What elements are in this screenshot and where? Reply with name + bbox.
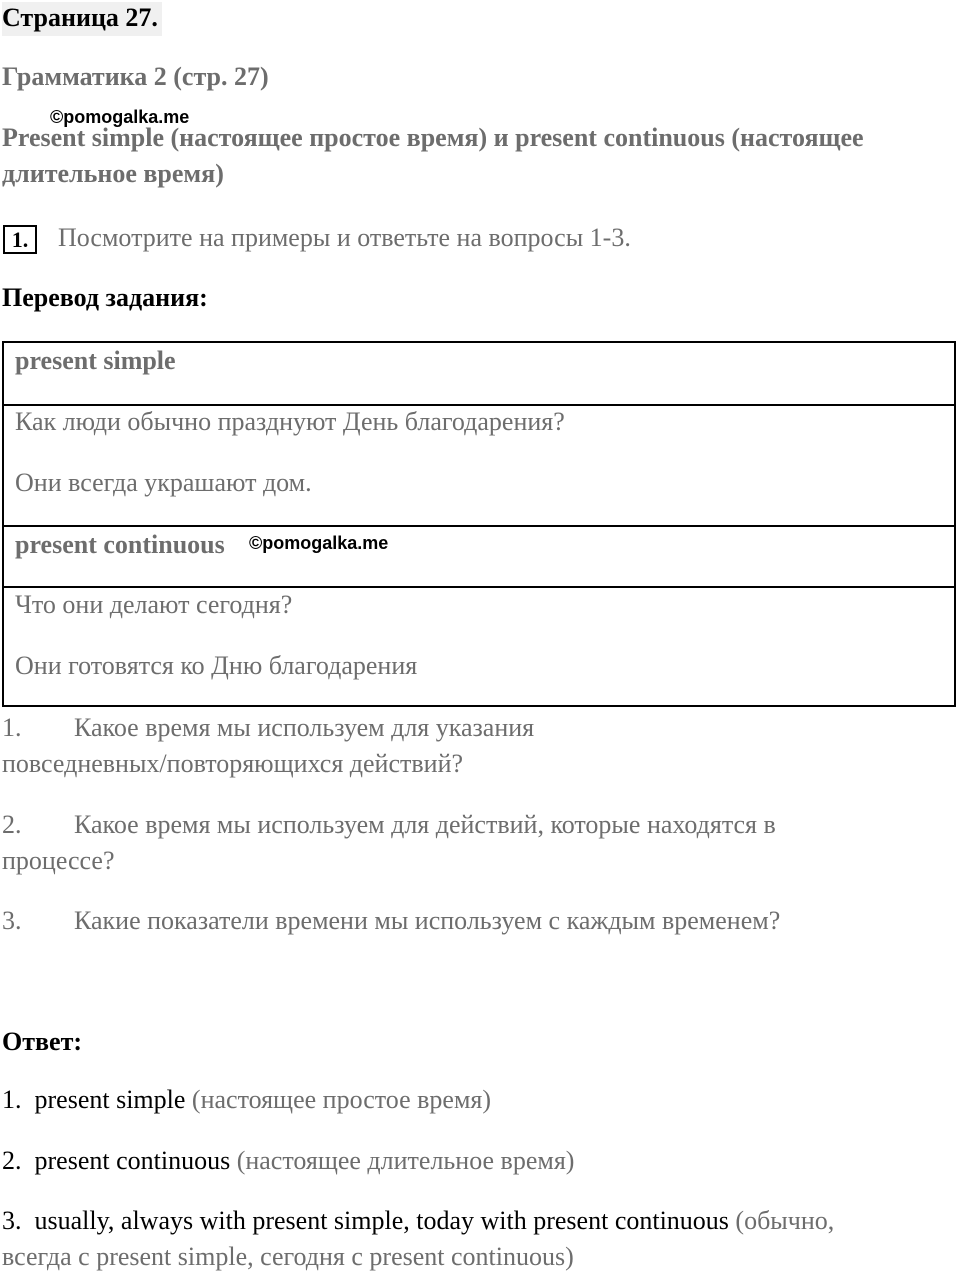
- task-instruction: Посмотрите на примеры и ответьте на вопросы 1-3.: [58, 223, 631, 252]
- grammar-heading: Грамматика 2 (стр. 27): [2, 62, 269, 91]
- question-text: повседневных/повторяющихся действий?: [2, 749, 464, 778]
- table-row: [4, 525, 954, 588]
- continuous-example-answer: Они готовятся ко Дню благодарения: [15, 651, 418, 680]
- question-number: 1.: [2, 713, 22, 742]
- answer-english: present continuous: [34, 1146, 231, 1175]
- answer-label: Ответ:: [2, 1027, 83, 1056]
- answer-item: [2, 1203, 834, 1239]
- answer-russian: (настоящее простое время): [185, 1085, 492, 1114]
- table-row: [4, 586, 954, 707]
- question-number: 3.: [2, 906, 22, 935]
- question-text: Какое время мы используем для действий, которые находятся в: [74, 810, 776, 839]
- answer-russian: (настоящее длительное время): [230, 1146, 575, 1175]
- answer-item: [2, 1143, 574, 1179]
- question-text: Какие показатели времени мы используем с каждым временем?: [74, 906, 781, 935]
- answer-russian: (обычно,: [728, 1206, 835, 1235]
- task-number-badge: 1.: [3, 225, 37, 254]
- watermark: ©pomogalka.me: [50, 107, 190, 127]
- topic-heading: Present simple (настоящее простое время) и present continuous (настоящее длительное время): [2, 123, 864, 188]
- table-row: [4, 343, 954, 404]
- continuous-example-question: Что они делают сегодня?: [15, 590, 293, 619]
- question-text: Какое время мы используем для указания: [74, 713, 535, 742]
- examples-table: [2, 341, 956, 707]
- continuous-header: present continuous: [15, 530, 225, 559]
- answer-number: 1.: [2, 1085, 35, 1114]
- answer-number: 3.: [2, 1206, 35, 1235]
- answer-english: present simple: [34, 1085, 186, 1114]
- page-title: Страница 27.: [2, 2, 162, 36]
- question-number: 2.: [2, 810, 22, 839]
- simple-example-question: Как люди обычно празднуют День благодарения?: [15, 407, 565, 436]
- answer-number: 2.: [2, 1146, 35, 1175]
- answer-item: [2, 1082, 491, 1118]
- watermark: ©pomogalka.me: [249, 533, 389, 553]
- translation-label: Перевод задания:: [2, 283, 208, 312]
- answer-russian-continued: всегда с present simple, сегодня с present continuous): [2, 1242, 574, 1271]
- simple-header: present simple: [15, 346, 176, 375]
- question-text: процессе?: [2, 846, 115, 875]
- table-row: [4, 404, 954, 526]
- simple-example-answer: Они всегда украшают дом.: [15, 468, 312, 497]
- answer-english: usually, always with present simple, today with present continuous: [34, 1206, 729, 1235]
